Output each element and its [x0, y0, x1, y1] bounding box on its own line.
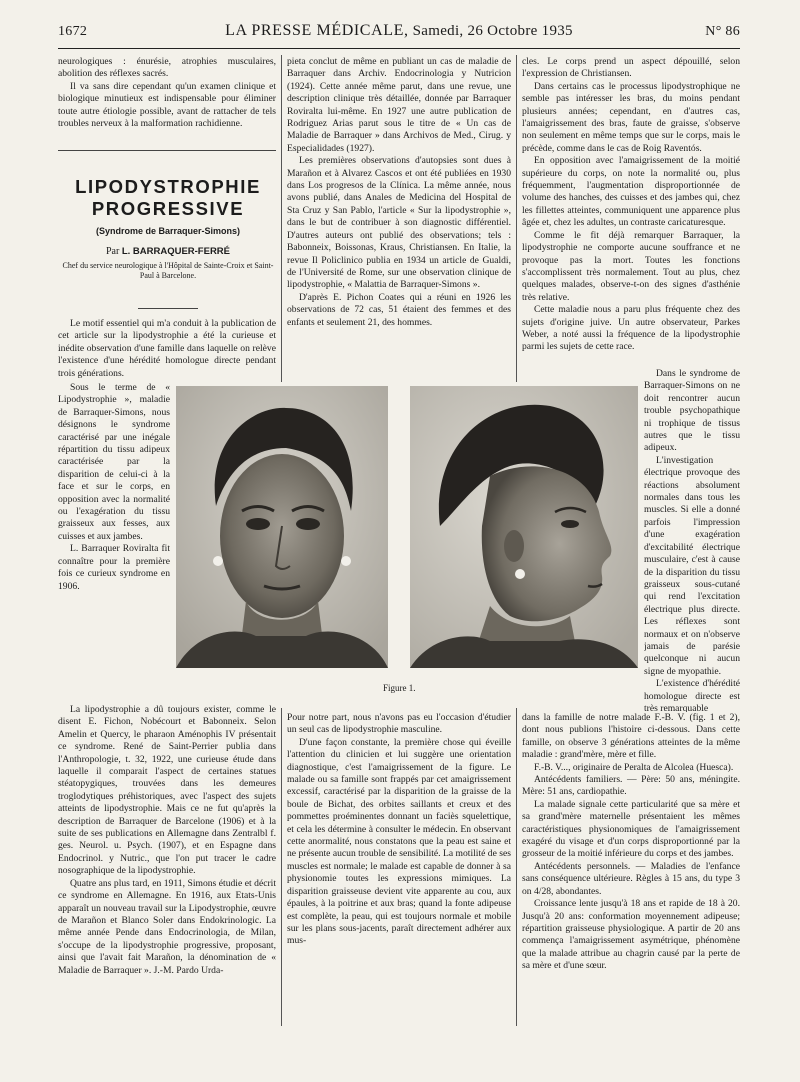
paragraph: D'après E. Pichon Coates qui a réuni en 1926 les observations de 72 cas, 51 étaient des femmes et des enfants et seulement 21, des hommes. [287, 291, 511, 328]
issue-number: N° 86 [705, 24, 740, 39]
paragraph: dans la famille de notre malade F.-B. V. (fig. 1 et 2), dont nous publions l'histoire ci-dessous. Dans cette famille, on observe 3 générations atteintes de la même maladie : grand'mère, mère et fille. [522, 712, 740, 761]
paragraph: La malade signale cette particularité que sa mère et sa grand'mère maternelle présentaient les mêmes caractéristiques physionomiques de l'amaigrissement exagéré du visage et d'un corps disproportionné par la grosseur de la moitié inférieure du corps et des jambes. [522, 798, 740, 860]
paragraph: Il va sans dire cependant qu'un examen clinique et biologique minutieux est indispensable pour éliminer toute autre étiologie possible, avant de rattacher de tels troubles nerveux à la malformation rachidienne. [58, 80, 276, 130]
article-separator [58, 150, 276, 151]
by-label: Par [105, 246, 120, 257]
paragraph: Le motif essentiel qui m'a conduit à la publication de cet article sur la lipodystrophie a été la curieuse et inédite observation d'une famille dans laquelle on relève l'existence d'une hérédité homologue directe pendant trois générations. [58, 318, 276, 379]
page-number: 1672 [58, 24, 88, 39]
journal-name: LA PRESSE MÉDICALE, [225, 22, 409, 39]
column-divider [281, 708, 282, 1026]
header-rule [58, 48, 740, 49]
article-subtitle: (Syndrome de Barraquer-Simons) [95, 226, 241, 236]
author-affiliation: Chef du service neurologique à l'Hôpital de Sainte-Croix et Saint-Paul à Barcelone. [62, 261, 274, 280]
col3-narrow [644, 368, 740, 712]
paragraph: Cette maladie nous a paru plus fréquente chez des sujets d'origine juive. Un autre observateur, Parkes Weber, a noté aussi la fréquence de la lipodystrophie parmi les sujets de cette race. [522, 304, 740, 353]
article-heading [58, 176, 278, 281]
paragraph: Antécédents familiers. — Père: 50 ans, méningite. Mère: 51 ans, cardiopathie. [522, 774, 740, 798]
author-name: L. BARRAQUER-FERRÉ [121, 246, 231, 257]
author-line [58, 246, 278, 257]
col1-prev-article [58, 56, 276, 144]
col1-narrow [58, 382, 170, 704]
paragraph: Dans le syndrome de Barraquer-Simons on ne doit rencontrer aucun trouble psychopathique ni trophique de tissus autres que le tissu adipeux. [644, 368, 740, 454]
portrait-profile-image [410, 386, 638, 668]
paragraph: En opposition avec l'amaigrissement de la moitié supérieure du corps, on note la normalité ou, plus fréquemment, l'augmentation disproportionnée de volume des hanches, des cuisses et des jambes qui, chez les fillettes atteintes, communiquent une apparence plus âgée et, chez les adultes, un contraste caricaturesque. [522, 155, 740, 229]
page-header [58, 22, 740, 44]
title-rule [138, 308, 198, 309]
paragraph: L'existence d'hérédité homologue directe est très remarquable [644, 678, 740, 712]
paragraph: Comme le fit déjà remarquer Barraquer, la lipodystrophie ne comporte aucune souffrance et ne provoque pas la mort. Toutes les fonctions s'accomplissent très normalement. Tout au plus, chez quelques malades, observe-t-on des signes d'asthénie très relative. [522, 229, 740, 303]
journal-masthead [58, 22, 740, 40]
paragraph: Quatre ans plus tard, en 1911, Simons étudie et décrit ce syndrome en Allemagne. En 1916, aux Etats-Unis apparaît un nouveau travail sur la Lipodystrophie, œuvre de Marañon et Blanco Soler dans Endokrinologic. La même année Pende dans Endocrinologia, de Milan, s'occupe de la lipodystrophie progressive, proposant, ainsi que l'avait fait Marañon, la dénomination de « Maladie de Barraquer ». J.-M. Pardo Urda- [58, 877, 276, 976]
paragraph: L'investigation électrique provoque des réactions absolument normales dans tous les muscles. Si elle a donné parfois l'impression d'une exagération d'excitabilité électrique musculaire, c'est à cause de la disparition du tissu graisseux sous-cutané qui rend l'excitation électrique plus directe. Les réflexes sont normaux et on n'observe jamais de parésie quelconque ni aucun signe de myopathie. [644, 454, 740, 677]
column-divider [516, 708, 517, 1026]
paragraph: L. Barraquer Roviralta fit connaître pour la première fois ce curieux syndrome en 1906. [58, 543, 170, 592]
col1-intro [58, 318, 276, 382]
paragraph: F.-B. V..., originaire de Peralta de Alcolea (Huesca). [534, 761, 734, 773]
column-divider [516, 55, 517, 382]
article-title: LIPODYSTROPHIE PROGRESSIVE [75, 176, 261, 219]
paragraph: Pour notre part, nous n'avons pas eu l'occasion d'étudier un seul cas de lipodystrophie masculine. [287, 712, 511, 736]
paragraph: Les premières observations d'autopsies sont dues à Marañon et à Alvarez Cascos et ont été publiées en 1930 dans Los progresos de la Clínica. La même année, nous avons publié, dans Anales de Medicina del Hospital de Sta Cruz y San Pablo, l'article « Sur la lipodystrophie », dans le but de contribuer à son diagnostic différentiel. D'autres auteurs ont publié des observations; tels : Babonneix, Boissonas, Kraus, Christiansen. En Italie, la revue Il Policlinico publia en 1934 un article de Gualdi, de l'Université de Rome, sur une observation clinique de lipodystrophie, « Malattia de Barraquer-Simons ». [287, 155, 511, 291]
col3-bottom [522, 712, 740, 1028]
paragraph: pieta conclut de même en publiant un cas de maladie de Barraquer dans Archiv. Endocrinologia y Nutricion (1924). Cette année même parut, dans une revue, une description clinique très détaillée, donnée par Barraquer Roviralta lui-même. En 1927 une autre publication de Rodriguez Arias parut sous le titre de « Un cas de Maladie de Barraquer » dans Archivos de Med., Cirug. y Especialidades (1927). [287, 56, 511, 154]
photo-portrait-profile [410, 386, 638, 668]
paragraph: neurologiques : énurésie, atrophies musculaires, abolition des réflexes sacrés. [58, 56, 276, 80]
col1-bottom [58, 704, 276, 1026]
paragraph: Dans certains cas le processus lipodystrophique ne semble pas intéresser les bras, du moins pendant plusieurs années; cependant, en d'autres cas, l'amaigrissement des bras, faute de graisse, s'observe non seulement en même temps que sur le corps, mais le précède, comme dans le cas de Roig Raventós. [522, 80, 740, 154]
col3-top [522, 56, 740, 368]
paragraph: Sous le terme de « Lipodystrophie », maladie de Barraquer-Simons, nous désignons le syndrome caractérisé par une inégale répartition du tissu adipeux caractérisée par la disparition de celui-ci à la face et sur le corps, en opposition avec la normalité ou l'exagération du tissu graisseux aux fesses, aux cuisses et aux jambes. [58, 382, 170, 542]
col2-bottom [287, 712, 511, 1028]
paragraph: cles. Le corps prend un aspect dépouillé, selon l'expression de Christiansen. [522, 56, 740, 80]
photo-portrait-front [176, 386, 388, 668]
paragraph: La lipodystrophie a dû toujours exister, comme le disent E. Fichon, Nobécourt et Babonneix. Selon Amelin et Quercy, le pharaon Aménophis IV présentait ce syndrome. René de Saint-Perrier publia dans l'Anthropologie, t. 32, 1922, une curieuse étude dans laquelle il comparait l'aspect de certaines statues stéatopygiques, trouvées dans les demeures troglodytiques préhistoriques, avec l'aspect des sujets atteints de lipodystrophie. Mais ce ne fut qu'après la description de Barraquer de Barcelone (1906) et à la suite de ses publications en Allemagne dans Zentralbl f. ges. Neurol. u. Psych. (1907), et en Espagne dans Endocrinol. y Nutric., que l'on put tracer le cadre nosographique de la lipodystrophie. [58, 704, 276, 877]
paragraph: Antécédents personnels. — Maladies de l'enfance sans conséquence ultérieure. Règles à 15 ans, du type 3 on 4/28, abondantes. [522, 860, 740, 897]
portrait-front-image [176, 386, 388, 668]
figure-caption: Figure 1. [383, 683, 416, 693]
paragraph: Croissance lente jusqu'à 18 ans et rapide de 18 à 20. Jusqu'à 20 ans: conformation moyennement adipeuse; répartition graisseuse physiologique. A partir de 20 ans commença l'amaigrissement asymétrique, phénomène que la malade attribue au chagrin causé par la perte de sa mère et d'une sœur. [522, 898, 740, 972]
column-divider [281, 55, 282, 382]
paragraph: D'une façon constante, la première chose qui éveille l'attention du clinicien et lui suggère une orientation diagnostique, c'est l'amaigrissement de la figure. Le malade ou sa famille sont frappés par cet amaigrissement excessif, caractérisé par la disparition de la graisse de la boule de Bichat, des orbites saillants et creux et des pommettes proéminentes donnant un faciès squelettique, et cela les détermine à consulter le médecin. En observant cette anormalité, nous constatons que la peau est saine et ne présente aucun trouble de sensibilité. La motilité de ses muscles est normale; le malade est capable de donner à sa physionomie toutes les expressions mimiques. La disparition graisseuse devient vite apparente au cou, aux épaules, à la poitrine et aux bras; quand la fonte adipeuse est complète, la peau, qui est toujours normale et mobile sur les plans sous-jacents, paraît directement adhérer aux mus- [287, 736, 511, 947]
issue-date: Samedi, 26 Octobre 1935 [412, 23, 573, 39]
col2-top [287, 56, 511, 382]
